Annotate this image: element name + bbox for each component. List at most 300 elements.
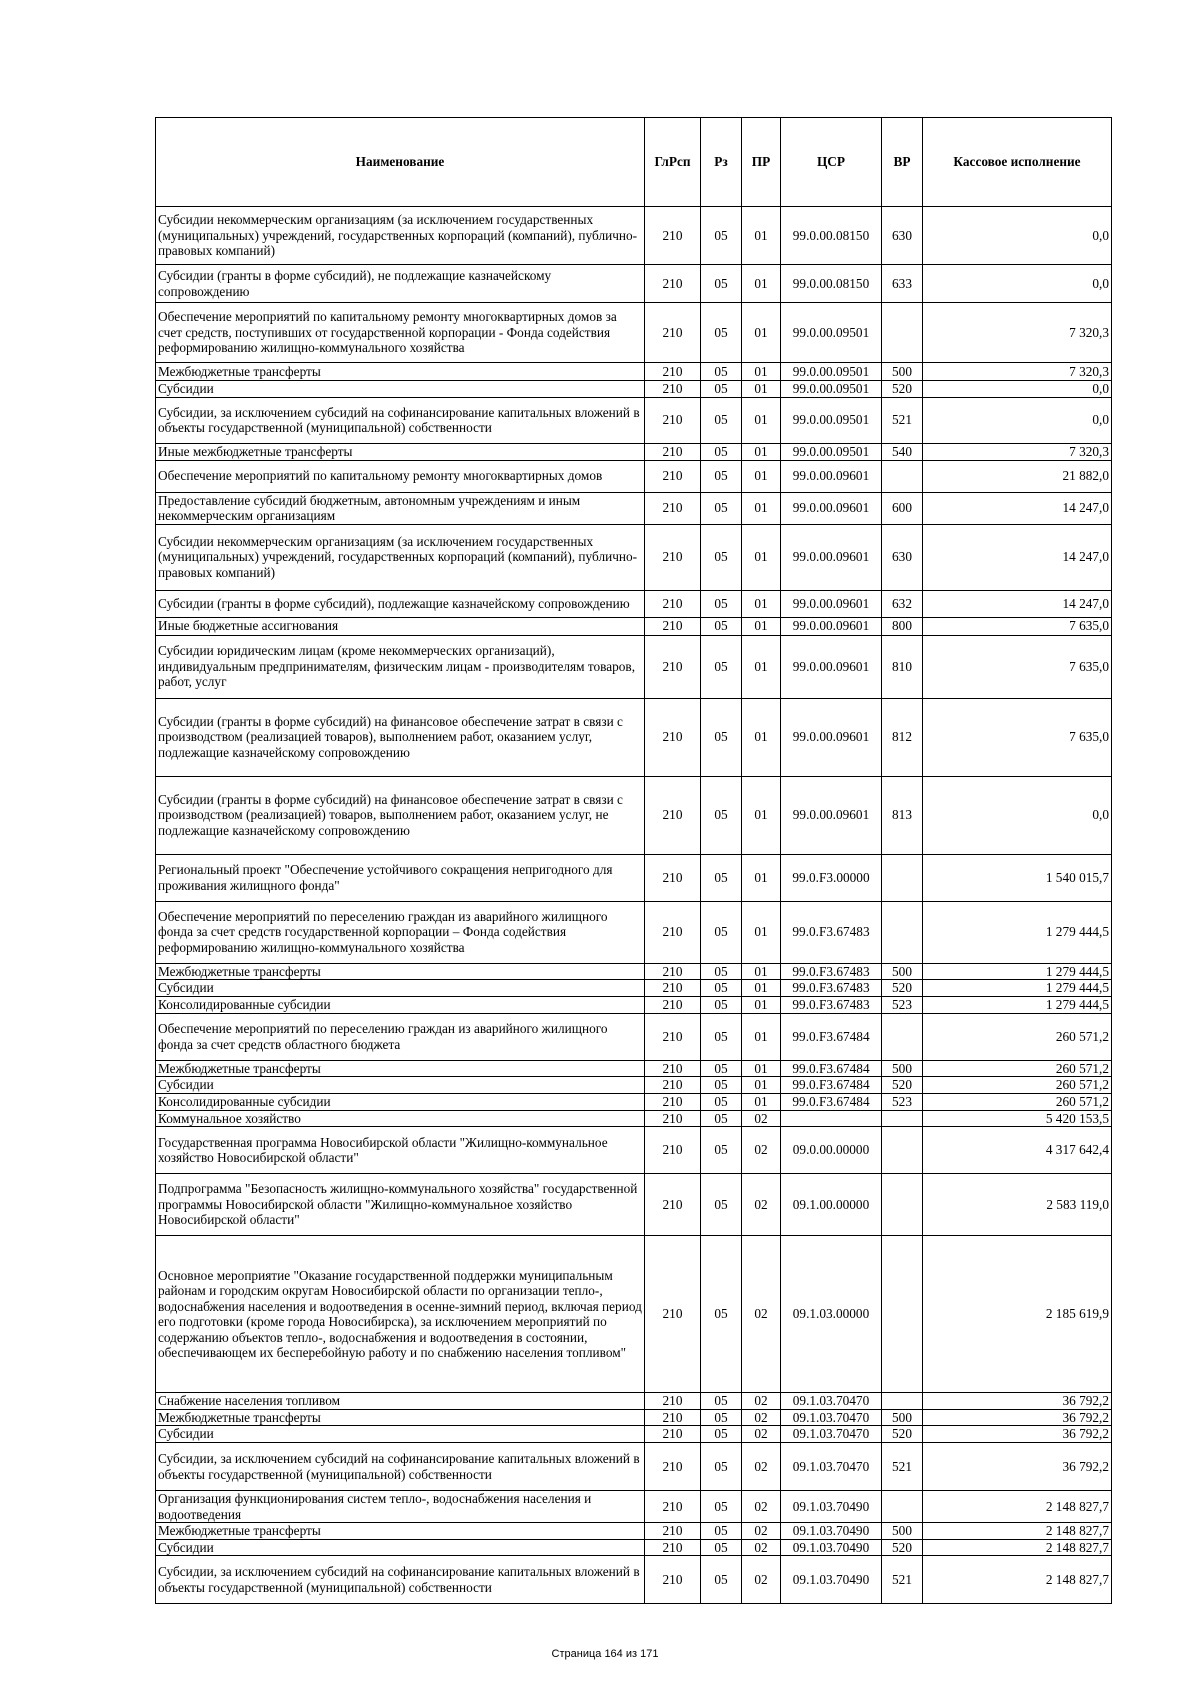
cell-glrsp: 210 <box>645 363 701 381</box>
cell-csr: 99.0.F3.67484 <box>781 1013 882 1060</box>
cell-rz: 05 <box>701 1110 742 1127</box>
table-row <box>156 207 1112 265</box>
header-rz: Рз <box>701 118 742 207</box>
cell-amount: 0,0 <box>923 265 1112 303</box>
cell-pr: 01 <box>742 854 781 901</box>
table-row <box>156 698 1112 776</box>
table-body <box>156 207 1112 1604</box>
cell-vr <box>882 1174 923 1236</box>
cell-amount: 21 882,0 <box>923 460 1112 492</box>
table-row <box>156 1174 1112 1236</box>
cell-name: Субсидии некоммерческим организациям (за исключением государственных (муниципальных) учреждений, государственных корпораций (компаний), публично-правовых компаний) <box>156 207 645 265</box>
table-row <box>156 1426 1112 1443</box>
cell-amount: 0,0 <box>923 397 1112 443</box>
cell-amount: 1 279 444,5 <box>923 963 1112 980</box>
cell-name: Субсидии <box>156 1539 645 1556</box>
cell-vr <box>882 901 923 963</box>
cell-vr: 500 <box>882 1523 923 1540</box>
cell-name: Подпрограмма "Безопасность жилищно-коммунального хозяйства" государственной программы Новосибирской области "Жилищно-коммунальное хозяйство Новосибирской области" <box>156 1174 645 1236</box>
cell-glrsp: 210 <box>645 963 701 980</box>
cell-amount: 0,0 <box>923 381 1112 398</box>
cell-name: Субсидии (гранты в форме субсидий) на финансовое обеспечение затрат в связи с производством (реализацией) товаров, выполнением работ, оказанием услуг, не подлежащие казначейскому сопровождению <box>156 776 645 854</box>
cell-name: Межбюджетные трансферты <box>156 1409 645 1426</box>
cell-vr <box>882 1127 923 1174</box>
cell-vr: 630 <box>882 207 923 265</box>
cell-vr: 500 <box>882 1060 923 1077</box>
cell-vr <box>882 854 923 901</box>
cell-pr: 01 <box>742 524 781 590</box>
cell-rz: 05 <box>701 698 742 776</box>
cell-rz: 05 <box>701 997 742 1014</box>
cell-amount: 2 148 827,7 <box>923 1491 1112 1523</box>
cell-vr: 520 <box>882 1539 923 1556</box>
cell-vr: 500 <box>882 1409 923 1426</box>
cell-name: Обеспечение мероприятий по капитальному ремонту многоквартирных домов <box>156 460 645 492</box>
cell-name: Субсидии юридическим лицам (кроме некоммерческих организаций), индивидуальным предпринимателям, физическим лицам - производителям товаров, работ, услуг <box>156 635 645 698</box>
cell-csr: 99.0.F3.67484 <box>781 1094 882 1111</box>
cell-name: Иные бюджетные ассигнования <box>156 617 645 635</box>
cell-glrsp: 210 <box>645 698 701 776</box>
cell-amount: 260 571,2 <box>923 1094 1112 1111</box>
cell-pr: 01 <box>742 1060 781 1077</box>
cell-pr: 02 <box>742 1393 781 1410</box>
cell-name: Организация функционирования систем тепло-, водоснабжения населения и водоотведения <box>156 1491 645 1523</box>
cell-glrsp: 210 <box>645 1174 701 1236</box>
cell-vr: 520 <box>882 1426 923 1443</box>
cell-csr: 99.0.F3.67483 <box>781 963 882 980</box>
cell-csr: 99.0.00.09601 <box>781 492 882 524</box>
cell-rz: 05 <box>701 1523 742 1540</box>
cell-rz: 05 <box>701 303 742 363</box>
cell-pr: 02 <box>742 1236 781 1393</box>
cell-csr: 99.0.00.09601 <box>781 776 882 854</box>
cell-vr <box>882 1393 923 1410</box>
cell-name: Субсидии (гранты в форме субсидий) на финансовое обеспечение затрат в связи с производством (реализацией товаров), выполнением работ, оказанием услуг, подлежащие казначейскому сопровождению <box>156 698 645 776</box>
cell-rz: 05 <box>701 617 742 635</box>
cell-vr: 523 <box>882 1094 923 1111</box>
cell-rz: 05 <box>701 363 742 381</box>
cell-glrsp: 210 <box>645 854 701 901</box>
cell-amount: 2 583 119,0 <box>923 1174 1112 1236</box>
cell-pr: 02 <box>742 1426 781 1443</box>
cell-amount: 4 317 642,4 <box>923 1127 1112 1174</box>
table-row <box>156 1077 1112 1094</box>
cell-name: Межбюджетные трансферты <box>156 1060 645 1077</box>
cell-rz: 05 <box>701 1013 742 1060</box>
cell-name: Иные межбюджетные трансферты <box>156 443 645 460</box>
cell-amount: 14 247,0 <box>923 492 1112 524</box>
header-csr: ЦСР <box>781 118 882 207</box>
cell-pr: 01 <box>742 1013 781 1060</box>
cell-amount: 36 792,2 <box>923 1393 1112 1410</box>
cell-name: Субсидии, за исключением субсидий на софинансирование капитальных вложений в объекты государственной (муниципальной) собственности <box>156 397 645 443</box>
cell-pr: 02 <box>742 1539 781 1556</box>
cell-csr: 99.0.F3.67484 <box>781 1060 882 1077</box>
cell-csr: 99.0.F3.67483 <box>781 901 882 963</box>
table-row <box>156 460 1112 492</box>
cell-vr: 633 <box>882 265 923 303</box>
cell-rz: 05 <box>701 1491 742 1523</box>
cell-rz: 05 <box>701 381 742 398</box>
cell-rz: 05 <box>701 1556 742 1604</box>
cell-pr: 01 <box>742 980 781 997</box>
cell-pr: 01 <box>742 997 781 1014</box>
table-row <box>156 590 1112 617</box>
cell-vr: 600 <box>882 492 923 524</box>
cell-pr: 01 <box>742 776 781 854</box>
table-row <box>156 1393 1112 1410</box>
cell-glrsp: 210 <box>645 1094 701 1111</box>
cell-glrsp: 210 <box>645 1060 701 1077</box>
cell-csr: 09.1.03.70470 <box>781 1393 882 1410</box>
table-row <box>156 1110 1112 1127</box>
cell-name: Государственная программа Новосибирской области "Жилищно-коммунальное хозяйство Новосибирской области" <box>156 1127 645 1174</box>
cell-amount: 7 320,3 <box>923 363 1112 381</box>
cell-csr: 99.0.00.09501 <box>781 303 882 363</box>
cell-pr: 01 <box>742 303 781 363</box>
table-row <box>156 635 1112 698</box>
cell-rz: 05 <box>701 776 742 854</box>
cell-rz: 05 <box>701 1077 742 1094</box>
cell-rz: 05 <box>701 1539 742 1556</box>
cell-csr: 99.0.00.08150 <box>781 265 882 303</box>
cell-csr: 99.0.00.09601 <box>781 524 882 590</box>
cell-pr: 02 <box>742 1174 781 1236</box>
table-row <box>156 1556 1112 1604</box>
table-row <box>156 1539 1112 1556</box>
cell-rz: 05 <box>701 1443 742 1491</box>
cell-pr: 01 <box>742 460 781 492</box>
cell-rz: 05 <box>701 265 742 303</box>
budget-table <box>155 117 1112 1604</box>
cell-vr <box>882 460 923 492</box>
table-row <box>156 1409 1112 1426</box>
cell-glrsp: 210 <box>645 997 701 1014</box>
cell-amount: 36 792,2 <box>923 1426 1112 1443</box>
cell-amount: 1 279 444,5 <box>923 997 1112 1014</box>
cell-pr: 01 <box>742 363 781 381</box>
cell-rz: 05 <box>701 590 742 617</box>
cell-csr: 09.1.00.00000 <box>781 1174 882 1236</box>
cell-glrsp: 210 <box>645 901 701 963</box>
cell-amount: 7 635,0 <box>923 698 1112 776</box>
cell-pr: 01 <box>742 492 781 524</box>
cell-vr: 520 <box>882 381 923 398</box>
table-row <box>156 524 1112 590</box>
cell-rz: 05 <box>701 635 742 698</box>
cell-glrsp: 210 <box>645 1077 701 1094</box>
cell-amount: 7 635,0 <box>923 617 1112 635</box>
cell-glrsp: 210 <box>645 1013 701 1060</box>
cell-csr: 99.0.00.08150 <box>781 207 882 265</box>
cell-amount: 2 185 619,9 <box>923 1236 1112 1393</box>
cell-amount: 14 247,0 <box>923 524 1112 590</box>
cell-name: Субсидии <box>156 1077 645 1094</box>
cell-glrsp: 210 <box>645 1127 701 1174</box>
cell-name: Региональный проект "Обеспечение устойчивого сокращения непригодного для проживания жилищного фонда" <box>156 854 645 901</box>
cell-csr: 99.0.F3.67483 <box>781 980 882 997</box>
cell-amount: 2 148 827,7 <box>923 1523 1112 1540</box>
cell-amount: 260 571,2 <box>923 1013 1112 1060</box>
table-header <box>156 118 1112 207</box>
cell-csr: 99.0.00.09601 <box>781 590 882 617</box>
cell-rz: 05 <box>701 980 742 997</box>
cell-vr: 540 <box>882 443 923 460</box>
cell-vr <box>882 1491 923 1523</box>
cell-glrsp: 210 <box>645 1539 701 1556</box>
table-row <box>156 381 1112 398</box>
table-row <box>156 776 1112 854</box>
cell-pr: 01 <box>742 207 781 265</box>
cell-glrsp: 210 <box>645 492 701 524</box>
cell-name: Обеспечение мероприятий по переселению граждан из аварийного жилищного фонда за счет средств государственной корпорации – Фонда содействия реформированию жилищно-коммунального хозяйства <box>156 901 645 963</box>
cell-name: Субсидии <box>156 980 645 997</box>
cell-pr: 01 <box>742 963 781 980</box>
table-row <box>156 1094 1112 1111</box>
cell-name: Межбюджетные трансферты <box>156 963 645 980</box>
cell-pr: 01 <box>742 590 781 617</box>
cell-name: Субсидии (гранты в форме субсидий), подлежащие казначейскому сопровождению <box>156 590 645 617</box>
cell-csr: 09.1.03.70490 <box>781 1491 882 1523</box>
cell-name: Основное мероприятие "Оказание государственной поддержки муниципальным районам и городским округам Новосибирской области по организации тепло-, водоснабжения населения и водоотведения в осенне-зимний период, включая период его подготовки (кроме города Новосибирска), за исключением мероприятий по содержанию объектов тепло-, водоснабжения и водоотведения в состоянии, обеспечивающем их бесперебойную работу и по снабжению населения топливом" <box>156 1236 645 1393</box>
cell-vr: 812 <box>882 698 923 776</box>
cell-rz: 05 <box>701 1060 742 1077</box>
cell-vr <box>882 303 923 363</box>
cell-amount: 36 792,2 <box>923 1443 1112 1491</box>
cell-rz: 05 <box>701 207 742 265</box>
cell-name: Коммунальное хозяйство <box>156 1110 645 1127</box>
cell-vr: 632 <box>882 590 923 617</box>
cell-name: Обеспечение мероприятий по капитальному ремонту многоквартирных домов за счет средств, поступивших от государственной корпорации - Фонда содействия реформированию жилищно-коммунального хозяйства <box>156 303 645 363</box>
cell-vr: 521 <box>882 1443 923 1491</box>
cell-name: Консолидированные субсидии <box>156 1094 645 1111</box>
cell-csr: 09.1.03.00000 <box>781 1236 882 1393</box>
cell-rz: 05 <box>701 443 742 460</box>
table-row <box>156 1491 1112 1523</box>
cell-pr: 01 <box>742 1094 781 1111</box>
cell-vr: 630 <box>882 524 923 590</box>
cell-pr: 01 <box>742 265 781 303</box>
cell-csr: 09.1.03.70470 <box>781 1426 882 1443</box>
cell-vr <box>882 1236 923 1393</box>
cell-rz: 05 <box>701 1174 742 1236</box>
cell-csr: 09.1.03.70490 <box>781 1539 882 1556</box>
cell-rz: 05 <box>701 901 742 963</box>
cell-csr: 99.0.00.09501 <box>781 443 882 460</box>
cell-glrsp: 210 <box>645 1236 701 1393</box>
table-row <box>156 1127 1112 1174</box>
cell-vr: 813 <box>882 776 923 854</box>
cell-csr: 99.0.00.09601 <box>781 698 882 776</box>
cell-csr: 09.1.03.70490 <box>781 1556 882 1604</box>
cell-pr: 01 <box>742 901 781 963</box>
cell-vr: 521 <box>882 1556 923 1604</box>
header-amount: Кассовое исполнение <box>923 118 1112 207</box>
cell-amount: 0,0 <box>923 207 1112 265</box>
cell-glrsp: 210 <box>645 1443 701 1491</box>
cell-glrsp: 210 <box>645 265 701 303</box>
header-vr: ВР <box>882 118 923 207</box>
table-row <box>156 854 1112 901</box>
table-row <box>156 1443 1112 1491</box>
cell-csr: 99.0.00.09501 <box>781 363 882 381</box>
cell-pr: 01 <box>742 617 781 635</box>
cell-glrsp: 210 <box>645 207 701 265</box>
cell-glrsp: 210 <box>645 1426 701 1443</box>
cell-vr: 520 <box>882 980 923 997</box>
table-row <box>156 363 1112 381</box>
cell-rz: 05 <box>701 1426 742 1443</box>
cell-rz: 05 <box>701 460 742 492</box>
cell-rz: 05 <box>701 397 742 443</box>
cell-pr: 02 <box>742 1409 781 1426</box>
table-row <box>156 443 1112 460</box>
cell-csr: 99.0.F3.67483 <box>781 997 882 1014</box>
cell-amount: 2 148 827,7 <box>923 1556 1112 1604</box>
cell-csr <box>781 1110 882 1127</box>
header-pr: ПР <box>742 118 781 207</box>
header-name: Наименование <box>156 118 645 207</box>
table-row <box>156 303 1112 363</box>
cell-rz: 05 <box>701 1393 742 1410</box>
cell-rz: 05 <box>701 963 742 980</box>
cell-pr: 02 <box>742 1491 781 1523</box>
cell-glrsp: 210 <box>645 590 701 617</box>
cell-name: Субсидии <box>156 1426 645 1443</box>
cell-vr: 800 <box>882 617 923 635</box>
cell-name: Субсидии (гранты в форме субсидий), не подлежащие казначейскому сопровождению <box>156 265 645 303</box>
table-row <box>156 1523 1112 1540</box>
cell-csr: 09.1.03.70470 <box>781 1409 882 1426</box>
cell-name: Снабжение населения топливом <box>156 1393 645 1410</box>
cell-glrsp: 210 <box>645 397 701 443</box>
cell-rz: 05 <box>701 1409 742 1426</box>
cell-name: Субсидии, за исключением субсидий на софинансирование капитальных вложений в объекты государственной (муниципальной) собственности <box>156 1556 645 1604</box>
cell-pr: 02 <box>742 1443 781 1491</box>
table-row <box>156 617 1112 635</box>
cell-amount: 7 320,3 <box>923 443 1112 460</box>
cell-pr: 01 <box>742 698 781 776</box>
table-row <box>156 997 1112 1014</box>
cell-csr: 99.0.00.09501 <box>781 397 882 443</box>
cell-amount: 2 148 827,7 <box>923 1539 1112 1556</box>
cell-csr: 99.0.00.09601 <box>781 617 882 635</box>
cell-glrsp: 210 <box>645 1409 701 1426</box>
header-row <box>156 118 1112 207</box>
cell-name: Межбюджетные трансферты <box>156 1523 645 1540</box>
cell-glrsp: 210 <box>645 460 701 492</box>
cell-pr: 02 <box>742 1127 781 1174</box>
cell-name: Предоставление субсидий бюджетным, автономным учреждениям и иным некоммерческим организациям <box>156 492 645 524</box>
table-row <box>156 963 1112 980</box>
cell-pr: 02 <box>742 1556 781 1604</box>
cell-glrsp: 210 <box>645 617 701 635</box>
cell-rz: 05 <box>701 1094 742 1111</box>
cell-amount: 260 571,2 <box>923 1060 1112 1077</box>
cell-glrsp: 210 <box>645 980 701 997</box>
header-glrsp: ГлРсп <box>645 118 701 207</box>
cell-vr: 500 <box>882 963 923 980</box>
table-row <box>156 1236 1112 1393</box>
page-number: Страница 164 из 171 <box>551 1648 659 1660</box>
cell-amount: 7 635,0 <box>923 635 1112 698</box>
cell-amount: 14 247,0 <box>923 590 1112 617</box>
cell-pr: 01 <box>742 381 781 398</box>
cell-vr <box>882 1013 923 1060</box>
cell-rz: 05 <box>701 1127 742 1174</box>
cell-csr: 99.0.F3.67484 <box>781 1077 882 1094</box>
cell-amount: 1 279 444,5 <box>923 901 1112 963</box>
cell-csr: 09.1.03.70470 <box>781 1443 882 1491</box>
cell-name: Субсидии, за исключением субсидий на софинансирование капитальных вложений в объекты государственной (муниципальной) собственности <box>156 1443 645 1491</box>
cell-glrsp: 210 <box>645 524 701 590</box>
cell-amount: 36 792,2 <box>923 1409 1112 1426</box>
cell-rz: 05 <box>701 1236 742 1393</box>
cell-glrsp: 210 <box>645 776 701 854</box>
cell-vr: 521 <box>882 397 923 443</box>
cell-rz: 05 <box>701 492 742 524</box>
cell-pr: 02 <box>742 1110 781 1127</box>
cell-csr: 09.1.03.70490 <box>781 1523 882 1540</box>
cell-csr: 99.0.00.09601 <box>781 635 882 698</box>
cell-amount: 0,0 <box>923 776 1112 854</box>
cell-pr: 02 <box>742 1523 781 1540</box>
cell-glrsp: 210 <box>645 381 701 398</box>
table-row <box>156 901 1112 963</box>
cell-amount: 1 540 015,7 <box>923 854 1112 901</box>
cell-glrsp: 210 <box>645 443 701 460</box>
cell-amount: 7 320,3 <box>923 303 1112 363</box>
cell-glrsp: 210 <box>645 1110 701 1127</box>
cell-vr: 500 <box>882 363 923 381</box>
cell-csr: 09.0.00.00000 <box>781 1127 882 1174</box>
cell-amount: 1 279 444,5 <box>923 980 1112 997</box>
cell-vr <box>882 1110 923 1127</box>
cell-name: Субсидии некоммерческим организациям (за исключением государственных (муниципальных) учреждений, государственных корпораций (компаний), публично-правовых компаний) <box>156 524 645 590</box>
cell-pr: 01 <box>742 443 781 460</box>
cell-csr: 99.0.00.09601 <box>781 460 882 492</box>
cell-name: Обеспечение мероприятий по переселению граждан из аварийного жилищного фонда за счет средств областного бюджета <box>156 1013 645 1060</box>
cell-vr: 810 <box>882 635 923 698</box>
cell-vr: 520 <box>882 1077 923 1094</box>
cell-glrsp: 210 <box>645 1393 701 1410</box>
table-row <box>156 980 1112 997</box>
cell-glrsp: 210 <box>645 1491 701 1523</box>
cell-pr: 01 <box>742 635 781 698</box>
cell-amount: 5 420 153,5 <box>923 1110 1112 1127</box>
table-row <box>156 492 1112 524</box>
cell-glrsp: 210 <box>645 635 701 698</box>
cell-name: Межбюджетные трансферты <box>156 363 645 381</box>
cell-name: Субсидии <box>156 381 645 398</box>
cell-pr: 01 <box>742 1077 781 1094</box>
table-row <box>156 1013 1112 1060</box>
cell-glrsp: 210 <box>645 1523 701 1540</box>
table-row <box>156 397 1112 443</box>
cell-csr: 99.0.F3.00000 <box>781 854 882 901</box>
cell-glrsp: 210 <box>645 1556 701 1604</box>
cell-glrsp: 210 <box>645 303 701 363</box>
cell-rz: 05 <box>701 524 742 590</box>
table-row <box>156 1060 1112 1077</box>
cell-vr: 523 <box>882 997 923 1014</box>
cell-name: Консолидированные субсидии <box>156 997 645 1014</box>
cell-csr: 99.0.00.09501 <box>781 381 882 398</box>
table-row <box>156 265 1112 303</box>
cell-pr: 01 <box>742 397 781 443</box>
cell-rz: 05 <box>701 854 742 901</box>
cell-amount: 260 571,2 <box>923 1077 1112 1094</box>
